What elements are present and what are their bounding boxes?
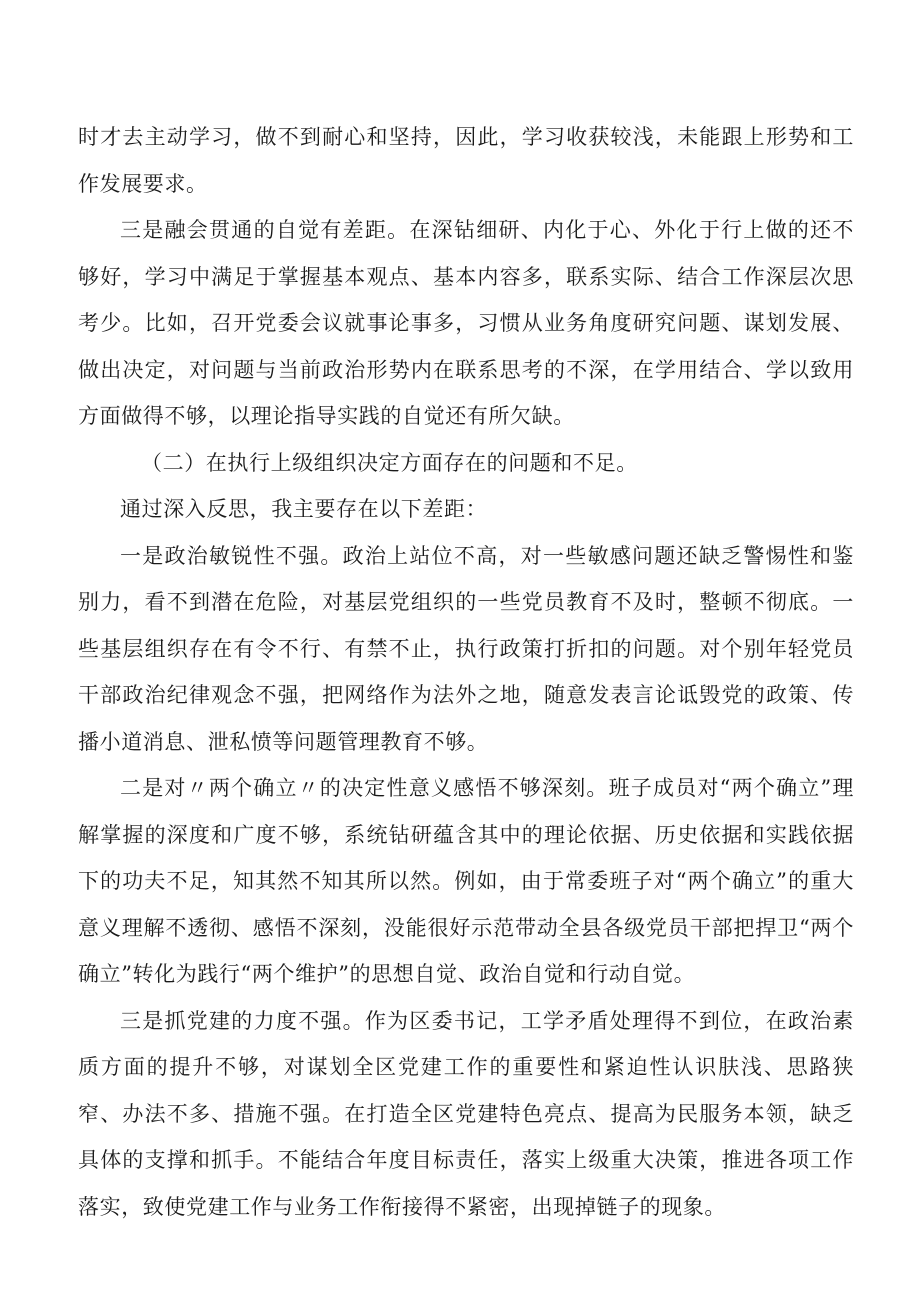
paragraph-two-establishments: 二是对〃两个确立〃的决定性意义感悟不够深刻。班子成员对“两个确立”理解掌握的深度和广度不够，系统钻研蕴含其中的理论依据、历史依据和实践依据下的功夫不足，知其然不知其所以然。例如，由于常委班子对“两个确立”的重大意义理解不透彻、感悟不深刻，没能很好示范带动全县各级党员干部把捍卫“两个确立”转化为践行“两个维护”的思想自觉、政治自觉和行动自觉。 bbox=[78, 776, 854, 986]
paragraph-intro: 通过深入反思，我主要存在以下差距： bbox=[120, 497, 488, 521]
paragraph-continuation: 时才去主动学习，做不到耐心和坚持，因此，学习收获较浅，未能跟上形势和工作发展要求。 bbox=[78, 125, 854, 196]
paragraph-integration-gap: 三是融会贯通的自觉有差距。在深钻细研、内化于心、外化于行上做的还不够好，学习中满足于掌握基本观点、基本内容多，联系实际、结合工作深层次思考少。比如，召开党委会议就事论事多，习惯从业务角度研究问题、谋划发展、做出决定，对问题与当前政治形势内在联系思考的不深，在学用结合、学以致用方面做得不够，以理论指导实践的自觉还有所欠缺。 bbox=[78, 218, 854, 428]
section-heading: （二）在执行上级组织决定方面存在的问题和不足。 bbox=[141, 450, 638, 475]
document-body bbox=[78, 114, 854, 1230]
paragraph-political-sensitivity: 一是政治敏锐性不强。政治上站位不高，对一些敏感问题还缺乏警惕性和鉴别力，看不到潜在危险，对基层党组织的一些党员教育不及时，整顿不彻底。一些基层组织存在有令不行、有禁不止，执行政策打折扣的问题。对个别年轻党员干部政治纪律观念不强，把网络作为法外之地，随意发表言论诋毁党的政策、传播小道消息、泄私愤等问题管理教育不够。 bbox=[78, 543, 854, 754]
paragraph-party-building: 三是抓党建的力度不强。作为区委书记，工学矛盾处理得不到位，在政治素质方面的提升不够，对谋划全区党建工作的重要性和紧迫性认识肤浅、思路狭窄、办法不多、措施不强。在打造全区党建特色亮点、提高为民服务本领，缺乏具体的支撑和抓手。不能结合年度目标责任，落实上级重大决策，推进各项工作落实，致使党建工作与业务工作衔接得不紧密，出现掉链子的现象。 bbox=[78, 1008, 854, 1219]
